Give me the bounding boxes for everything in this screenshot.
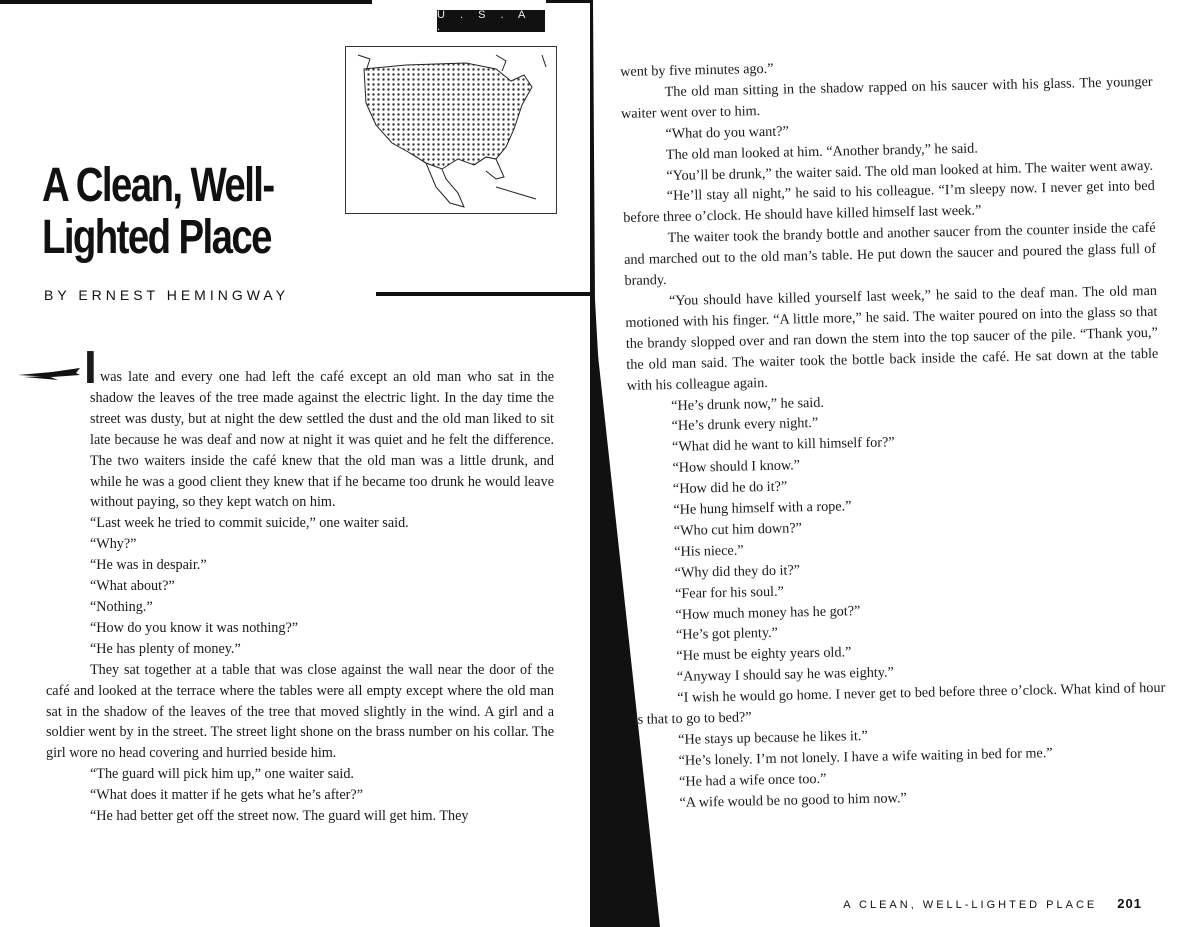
- running-title: A CLEAN, WELL-LIGHTED PLACE: [843, 899, 1098, 911]
- paragraph: “You’ll be drunk,” the waiter said. The old man looked at him. The waiter went away.: [666, 157, 1154, 184]
- paragraph: “He’s got plenty.”: [675, 625, 779, 644]
- paragraph: “He stays up because he likes it.”: [678, 727, 868, 748]
- paragraph: “He must be eighty years old.”: [676, 644, 852, 665]
- paragraph: “Nothing.”: [90, 598, 153, 615]
- paragraph: “How did he do it?”: [672, 478, 788, 498]
- paragraph: “A wife would be no good to him now.”: [679, 789, 907, 811]
- left-column-text: [46, 367, 554, 827]
- paragraph: They sat together at a table that was close against the wall near the door of the café and looked at the terrace where the tables were all empty except where the old man sat in the shadow of the leaves of the tree that moved slightly in the wind. A girl and a soldier went by in the street. The street light shone on the brass number on his collar. The girl wore no head covering and hurried beside him.: [46, 661, 554, 762]
- left-page: [0, 0, 590, 927]
- paragraph: “Last week he tried to commit suicide,” one waiter said.: [90, 515, 409, 532]
- paragraph: “Who cut him down?”: [673, 520, 803, 539]
- paragraph: “He had a wife once too.”: [678, 770, 827, 790]
- paragraph: “He was in despair.”: [90, 557, 207, 574]
- title-line-2: Lighted Place: [42, 211, 271, 264]
- paragraph: “You should have killed yourself last week,” he said to the deaf man. The old man motioned with his finger. “A little more,” he said. The waiter poured on into the glass so that the brandy slopped over and ran down the stem into the top saucer of the pile. “Thank you,” the old man said. The waiter took the bottle back inside the café. He sat down at the table with his colleague again.: [625, 282, 1159, 394]
- continuation-line: went by five minutes ago.”: [620, 60, 774, 80]
- page-number: 201: [1117, 896, 1142, 911]
- paragraph: “He’ll stay all night,” he said to his colleague. “I’m sleepy now. I never get into bed before three o’clock. He should have killed himself last week.”: [623, 178, 1155, 227]
- paragraph: “How do you know it was nothing?”: [90, 619, 299, 636]
- byline-rule: [376, 292, 590, 296]
- left-paragraphs: [46, 513, 554, 827]
- country-tag: U . S . A .: [437, 10, 545, 32]
- paragraph: “He has plenty of money.”: [90, 640, 241, 657]
- right-paragraphs: [620, 72, 1167, 815]
- first-paragraph: t was late and every one had left the café except an old man who sat in the shadow the leaves of the tree made against the electric light. In the day time the street was dusty, but at night the dew settled the dust and the old man liked to sit late because he was deaf and now at night it was quiet and he felt the difference. The two waiters inside the café knew that the old man was a little drunk, and while he was a good client they knew that if he became too drunk he would leave without paying, so they kept watch on him.: [90, 369, 554, 511]
- paragraph: “How should I know.”: [672, 457, 801, 477]
- paragraph: “What do you want?”: [665, 123, 789, 142]
- right-column-text: [620, 51, 1168, 815]
- byline: BY ERNEST HEMINGWAY: [44, 287, 290, 303]
- paragraph: “What about?”: [90, 578, 175, 595]
- paragraph: The old man sitting in the shadow rapped on his saucer with his glass. The younger waiter went over to him.: [620, 73, 1153, 122]
- paragraph: “Why did they do it?”: [674, 562, 801, 581]
- story-title: [42, 160, 306, 264]
- top-rule: [0, 0, 372, 4]
- top-rule-right: [546, 0, 590, 3]
- paragraph: “What does it matter if he gets what he’s after?”: [90, 787, 363, 804]
- usa-map-icon: [345, 46, 557, 214]
- paragraph: The waiter took the brandy bottle and another saucer from the counter inside the café and marched out to the old man’s table. He put down the saucer and poured the glass full of brandy.: [623, 220, 1157, 290]
- title-line-1: A Clean, Well-: [42, 159, 274, 212]
- paragraph: “The guard will pick him up,” one waiter said.: [90, 766, 354, 783]
- paragraph: The old man looked at him. “Another brandy,” he said.: [665, 140, 978, 163]
- paragraph: “He’s lonely. I’m not lonely. I have a wife waiting in bed for me.”: [678, 745, 1053, 769]
- paragraph: “Why?”: [90, 536, 137, 553]
- drop-cap: I: [84, 341, 97, 393]
- right-page: [590, 0, 1200, 927]
- paragraph: “He’s drunk now,” he said.: [671, 394, 825, 414]
- paragraph: “How much money has he got?”: [675, 602, 861, 623]
- page-footer: [843, 896, 1142, 911]
- paragraph: “His niece.”: [674, 542, 744, 560]
- paragraph: “What did he want to kill himself for?”: [671, 434, 895, 456]
- paragraph: “Fear for his soul.”: [674, 583, 785, 602]
- paragraph: “He’s drunk every night.”: [671, 415, 819, 435]
- paragraph: “I wish he would go home. I never get to bed before three o’clock. What kind of hour is that to go to bed?”: [633, 679, 1166, 728]
- paragraph: “Anyway I should say he was eighty.”: [676, 664, 894, 686]
- paragraph: “He had better get off the street now. The guard will get him. They: [90, 808, 469, 825]
- paragraph: “He hung himself with a rope.”: [673, 498, 852, 519]
